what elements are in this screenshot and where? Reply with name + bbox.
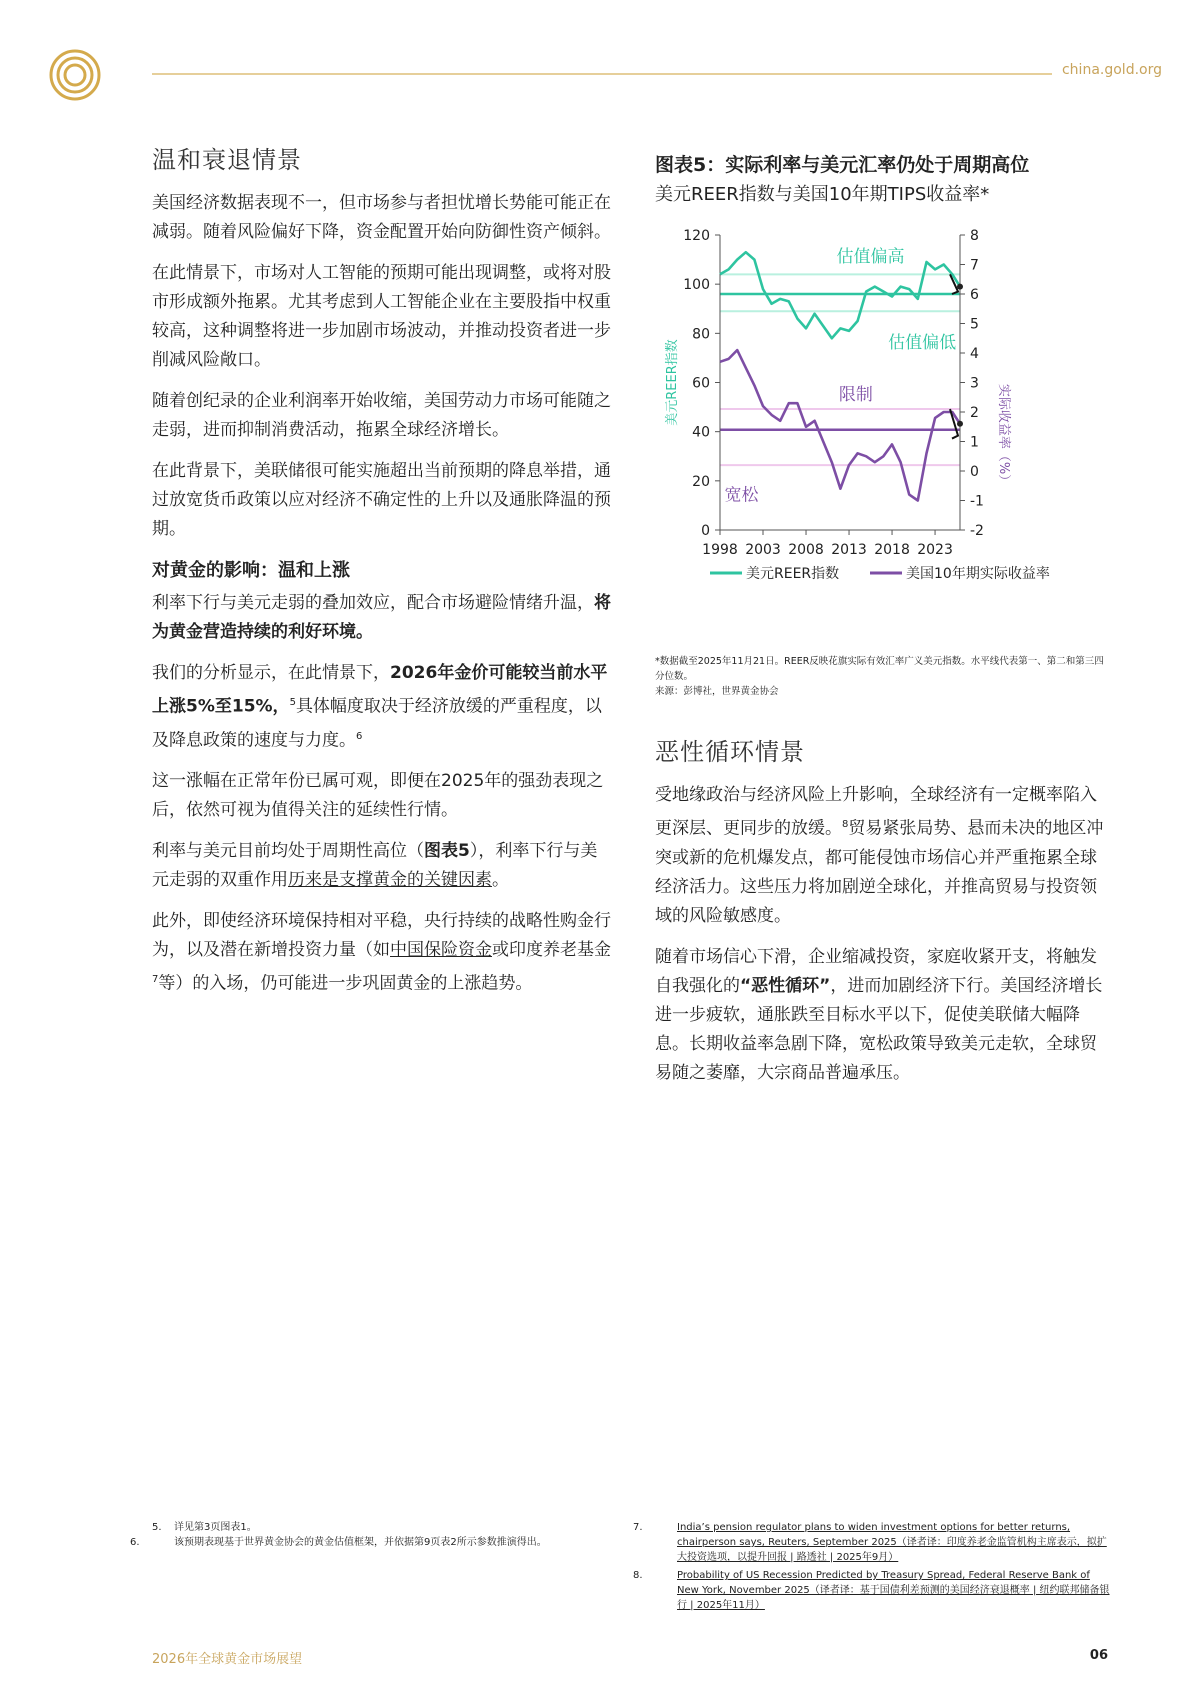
x-tick-label: 2003 [745, 542, 781, 558]
footnote-item: 6. 该预期表现基于世界黄金协会的黄金估值框架，并依据第9页表2所示参数推演得出。 [130, 1537, 547, 1548]
left-tick-label: 120 [683, 228, 710, 244]
paragraph: 在此背景下，美联储很可能实施超出当前预期的降息举措，通过放宽货币政策以应对经济不确定性的上升以及通胀降温的预期。 [152, 461, 611, 539]
figure-title: 图表5：实际利率与美元汇率仍处于周期高位 [655, 154, 1030, 176]
header-rule [152, 73, 1052, 75]
right-tick-label: -1 [970, 493, 984, 510]
left-column [152, 146, 614, 1011]
reer-tips-chart [650, 215, 1110, 660]
legend-label-real-yield: 美国10年期实际收益率 [906, 566, 1050, 582]
site-url[interactable]: china.gold.org [1061, 62, 1162, 78]
right-tick-label: 2 [970, 405, 979, 421]
left-tick-label: 60 [692, 375, 710, 392]
right-tick-label: 7 [970, 257, 979, 274]
paragraph: 在此情景下，市场对人工智能的预期可能出现调整，或将对股市形成额外拖累。尤其考虑到人工智能企业在主要股指中权重较高，这种调整将进一步加剧市场波动，并推动投资者进一步削减风险敞口。 [152, 263, 611, 370]
x-tick-label: 1998 [702, 542, 738, 558]
footer-title: 2026年全球黄金市场展望 [152, 1652, 303, 1667]
left-axis-label: 美元REER指数 [665, 339, 680, 426]
section-heading-vicious-cycle: 恶性循环情景 [655, 738, 805, 766]
footnote-ref[interactable]: 8 [842, 819, 849, 830]
footnote-ref[interactable]: 7 [152, 974, 159, 986]
link-china-insurance[interactable]: 中国保险资金 [390, 940, 492, 961]
footnote-item: 7. India’s pension regulator plans to widen investment options for better returns, chairperson says, Reuters, September 2025（译者译：印度养老金监管机构主席表示，拟扩大投资选项，以提升回报 | 路透社 | 2025年9月） [633, 1522, 1107, 1563]
right-tick-label: 1 [970, 434, 979, 451]
series-line-real-yield [720, 350, 960, 500]
right-tick-label: -2 [970, 523, 984, 539]
series-end-marker [957, 284, 963, 290]
footnote-link-nyfed[interactable]: Probability of US Recession Predicted by Treasury Spread, Federal Reserve Bank of New York, November 2025（译者译：基于国债利差预测的美国经济衰退概率 | 纽约联邦储备银行 | 2025年11月） [677, 1570, 1110, 1611]
series-end-marker [957, 421, 963, 427]
paragraph: 受地缘政治与经济风险上升影响，全球经济有一定概率陷入更深层、更同步的放缓。$^8$贸易紧张局势、悬而未决的地区冲突或新的危机爆发点，都可能侵蚀市场信心并严重拖累全球经济活力。这些压力将加剧逆全球化，并推高贸易与投资领域的风险敏感度。 [655, 785, 1104, 926]
right-tick-label: 8 [970, 228, 979, 244]
paragraph: 利率下行与美元走弱的叠加效应，配合市场避险情绪升温，将为黄金营造持续的利好环境。 [152, 593, 611, 642]
right-tick-label: 3 [970, 375, 979, 392]
legend-label-reer: 美元REER指数 [746, 566, 840, 582]
x-tick-label: 2008 [788, 542, 824, 558]
annotation-accommodative: 宽松 [724, 485, 759, 506]
paragraph: 利率与美元目前均处于周期性高位（图表5），利率下行与美元走弱的双重作用历来是支撑黄金的关键因素。 [152, 841, 598, 891]
annotation-undervalued: 估值偏低 [888, 333, 957, 354]
paragraph: 此外，即使经济环境保持相对平稳，央行持续的战略性购金行为，以及潜在新增投资力量（如中国保险资金或印度养老基金$^7$等）的入场，仍可能进一步巩固黄金的上涨趋势。 [152, 911, 611, 994]
footnotes-left [130, 1520, 592, 1550]
left-tick-label: 100 [683, 277, 710, 294]
subheading-gold-impact: 对黄金的影响：温和上涨 [152, 560, 350, 581]
x-tick-label: 2013 [831, 542, 867, 558]
paragraph: 我们的分析显示，在此情景下，2026年金价可能较当前水平上涨5%至15%，$^5$具体幅度取决于经济放缓的严重程度，以及降息政策的速度与力度。$^6$ [152, 663, 608, 751]
figure-subtitle: 美元REER指数与美国10年期TIPS收益率* [655, 184, 990, 205]
left-tick-label: 80 [692, 326, 710, 343]
right-tick-label: 5 [970, 316, 979, 333]
link-key-factors[interactable]: 历来是支撑黄金的关键因素 [288, 870, 492, 891]
right-tick-label: 6 [970, 287, 979, 303]
section-heading-mild-recession: 温和衰退情景 [152, 146, 302, 174]
annotation-restrictive: 限制 [838, 385, 873, 406]
x-tick-label: 2018 [874, 542, 910, 558]
left-tick-label: 20 [692, 473, 710, 490]
footnote-ref[interactable]: 5 [289, 697, 296, 708]
left-tick-label: 0 [701, 523, 710, 539]
footnotes-right [633, 1520, 1110, 1613]
footnote-link-reuters[interactable]: India’s pension regulator plans to widen investment options for better returns, chairperson says, Reuters, September 2025（译者译：印度养老金监管机构主席表示，拟扩大投资选项，以提升回报 | 路透社 | 2025年9月） [677, 1522, 1107, 1563]
paragraph: 随着市场信心下滑，企业缩减投资，家庭收紧开支，将触发自我强化的“恶性循环”，进而加剧经济下行。美国经济增长进一步疲软，通胀跌至目标水平以下，促使美联储大幅降息。长期收益率急剧下降，宽松政策导致美元走软，全球贸易随之萎靡，大宗商品普遍承压。 [655, 946, 1103, 1083]
page-number: 06 [1089, 1648, 1108, 1663]
figure-source: 来源：彭博社，世界黄金协会 [655, 686, 779, 697]
paragraph: 随着创纪录的企业利润率开始收缩，美国劳动力市场可能随之走弱，进而抑制消费活动，拖累全球经济增长。 [152, 391, 611, 440]
right-axis-label: 实际收益率（%） [996, 383, 1011, 488]
footnote-ref[interactable]: 6 [356, 730, 363, 742]
figure-note: *数据截至2025年11月21日。REER反映花旗实际有效汇率广义美元指数。水平线代表第一、第二和第三四分位数。 来源：彭博社，世界黄金协会 [655, 654, 1110, 699]
paragraph: 这一涨幅在正常年份已属可观，即便在2025年的强劲表现之后，依然可视为值得关注的延续性行情。 [152, 771, 604, 821]
footnote-item: 5. 详见第3页图表1。 [152, 1522, 257, 1533]
paragraph: 美国经济数据表现不一，但市场参与者担忧增长势能可能正在减弱。随着风险偏好下降，资金配置开始向防御性资产倾斜。 [152, 193, 611, 242]
x-tick-label: 2023 [917, 542, 953, 558]
footnote-item: 8. Probability of US Recession Predicted by Treasury Spread, Federal Reserve Bank of New York, November 2025（译者译：基于国债利差预测的美国经济衰退概率 | 纽约联邦储备银行 | 2025年11月） [633, 1570, 1110, 1611]
wgc-logo-icon [48, 48, 102, 102]
annotation-overvalued: 估值偏高 [836, 247, 905, 268]
right-tick-label: 4 [970, 346, 979, 362]
right-tick-label: 0 [970, 464, 979, 480]
left-tick-label: 40 [692, 424, 710, 441]
right-column [655, 738, 1110, 1100]
